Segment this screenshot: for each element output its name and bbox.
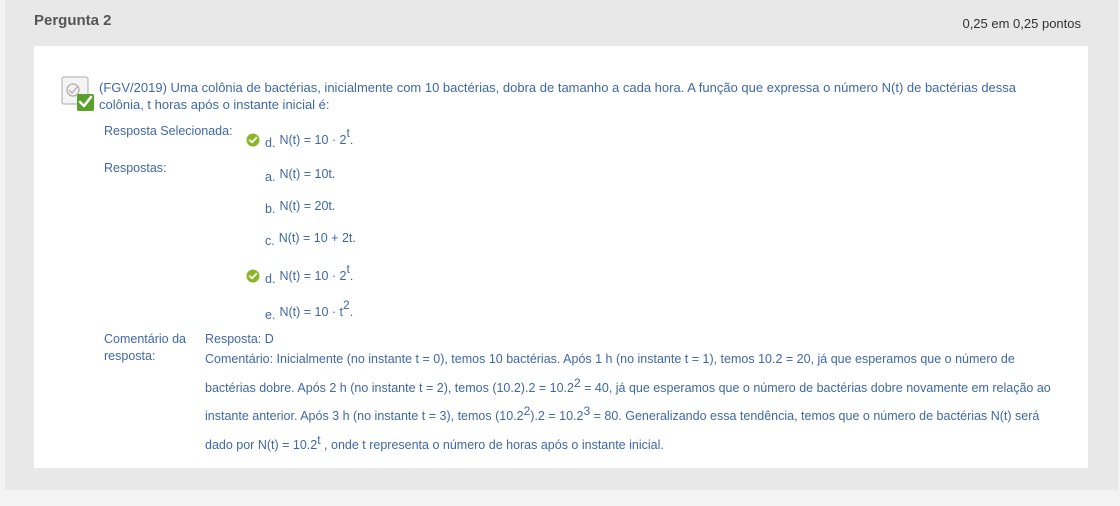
answer-option-a: a. N(t) = 10t. xyxy=(265,167,336,184)
selected-answer-label: Resposta Selecionada: xyxy=(104,124,233,138)
question-text: (FGV/2019) Uma colônia de bactérias, inicialmente com 10 bactérias, dobra de tamanho a cada hora. A função que expressa o número N(t) de bactérias dessa colônia, t horas após o instante inicial é: xyxy=(99,80,1017,112)
question-panel xyxy=(5,0,1118,490)
answer-option-c: c. N(t) = 10 + 2t. xyxy=(265,231,356,248)
comment-label: Comentário da resposta: xyxy=(104,332,186,363)
comment-text: Comentário: Inicialmente (no instante t = 0), temos 10 bactérias. Após 1 h (no instante t = 1), temos 10.2 = 20, já que esperamos que o número de bactérias dobre. Após 2 h (no instante t = 2), temos $(10.2).2 = 10.2^2 = 40$, já que esperamos que o número de bactérias dobre novamente em relação ao instante anterior. Após 3 h (no instante t = 3), temos $(10.2^2).2 = 10.2^3 = 80$. Generalizando essa tendência, temos que o número de bactérias N(t) será dado por $N(t) = 10.2^t$ , onde t representa o número de horas após o instante inicial. xyxy=(205,352,1051,452)
question-title: Pergunta 2 xyxy=(34,12,112,29)
selected-answer xyxy=(246,125,354,150)
answer-option-d: d. $N(t) = 10 \cdot 2^t$. xyxy=(246,261,353,283)
question-points: 0,25 em 0,25 pontos xyxy=(962,16,1081,31)
comment-body xyxy=(205,331,1055,457)
selected-answer-formula: $N(t) = 10 \cdot 2^t$. xyxy=(279,125,354,147)
answers-label: Respostas: xyxy=(104,161,167,175)
answer-option-e: e. $N(t) = 10 \cdot t^2$. xyxy=(265,297,354,322)
answer-option-b: b. N(t) = 20t. xyxy=(265,199,336,216)
graded-correct-icon xyxy=(61,76,95,112)
check-circle-icon xyxy=(246,133,260,147)
check-circle-icon xyxy=(246,269,260,283)
comment-answer-line: Resposta: D xyxy=(205,332,274,346)
question-card xyxy=(34,46,1088,468)
selected-answer-letter: d. xyxy=(265,136,276,150)
